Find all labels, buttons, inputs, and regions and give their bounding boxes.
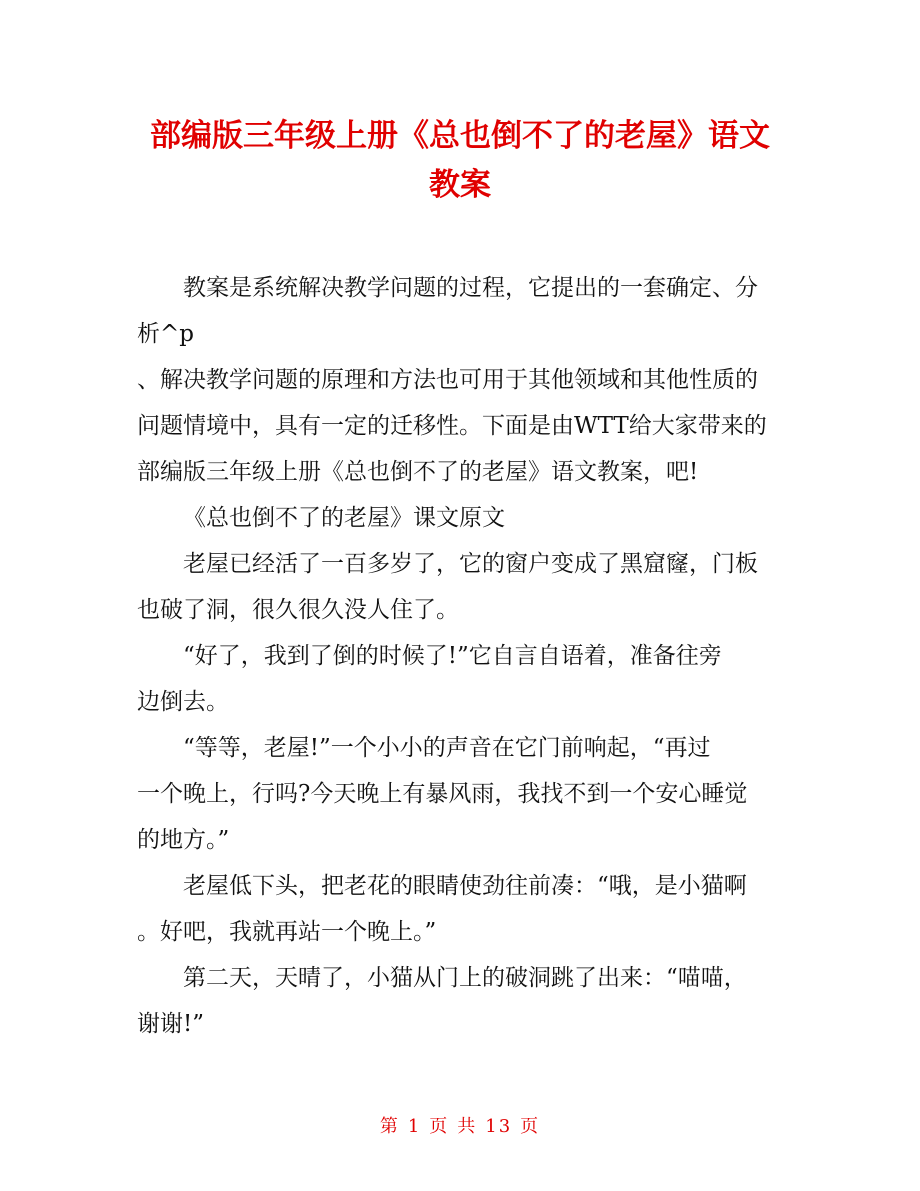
footer-prefix: 第 bbox=[379, 1116, 400, 1137]
paragraph-line: 《总也倒不了的老屋》课文原文 bbox=[183, 505, 505, 531]
document-body bbox=[137, 265, 787, 1047]
paragraph-line: 也破了洞，很久很久没人住了。 bbox=[137, 597, 459, 623]
paragraph-line: 问题情境中，具有一定的迁移性。下面是由WTT给大家带来的 bbox=[137, 413, 767, 439]
page-footer bbox=[0, 1112, 920, 1138]
footer-total-unit: 页 bbox=[520, 1116, 541, 1137]
paragraph-line: 教案是系统解决教学问题的过程，它提出的一套确定、分 bbox=[183, 275, 758, 301]
footer-total-prefix: 共 bbox=[457, 1116, 478, 1137]
page-title bbox=[120, 112, 800, 210]
paragraph-line: 、解决教学问题的原理和方法也可用于其他领域和其他性质的 bbox=[137, 367, 758, 393]
paragraph bbox=[137, 955, 787, 1047]
paragraph-line: 老屋已经活了一百多岁了，它的窗户变成了黑窟窿，门板 bbox=[183, 551, 758, 577]
paragraph-line: 边倒去。 bbox=[137, 689, 229, 715]
paragraph-line: 一个晚上，行吗?今天晚上有暴风雨，我找不到一个安心睡觉 bbox=[137, 781, 748, 807]
footer-page-number: 1 bbox=[407, 1116, 422, 1137]
paragraph-line: 谢谢!” bbox=[137, 1011, 205, 1037]
paragraph bbox=[137, 265, 787, 357]
paragraph-line: 第二天，天晴了，小猫从门上的破洞跳了出来：“喵喵， bbox=[183, 965, 747, 991]
paragraph-line: “好了，我到了倒的时候了!”它自言自语着，准备往旁 bbox=[183, 643, 722, 669]
paragraph bbox=[137, 495, 787, 541]
title-line-2: 教案 bbox=[429, 167, 491, 203]
paragraph bbox=[137, 541, 787, 633]
footer-page-unit: 页 bbox=[429, 1116, 450, 1137]
paragraph-line: “等等，老屋!”一个小小的声音在它门前响起，“再过 bbox=[183, 735, 711, 761]
paragraph-line: 析^p bbox=[137, 321, 194, 347]
footer-total-pages: 13 bbox=[485, 1116, 513, 1137]
paragraph-line: 的地方。” bbox=[137, 827, 230, 853]
paragraph-line: 。好吧，我就再站一个晚上。” bbox=[137, 919, 437, 945]
paragraph bbox=[137, 863, 787, 955]
paragraph bbox=[137, 633, 787, 725]
paragraph bbox=[137, 725, 787, 863]
paragraph-line: 老屋低下头，把老花的眼睛使劲往前凑：“哦，是小猫啊 bbox=[183, 873, 747, 899]
title-line-1: 部编版三年级上册《总也倒不了的老屋》语文 bbox=[150, 118, 770, 154]
paragraph bbox=[137, 357, 787, 495]
paragraph-line: 部编版三年级上册《总也倒不了的老屋》语文教案，吧! bbox=[137, 459, 699, 485]
